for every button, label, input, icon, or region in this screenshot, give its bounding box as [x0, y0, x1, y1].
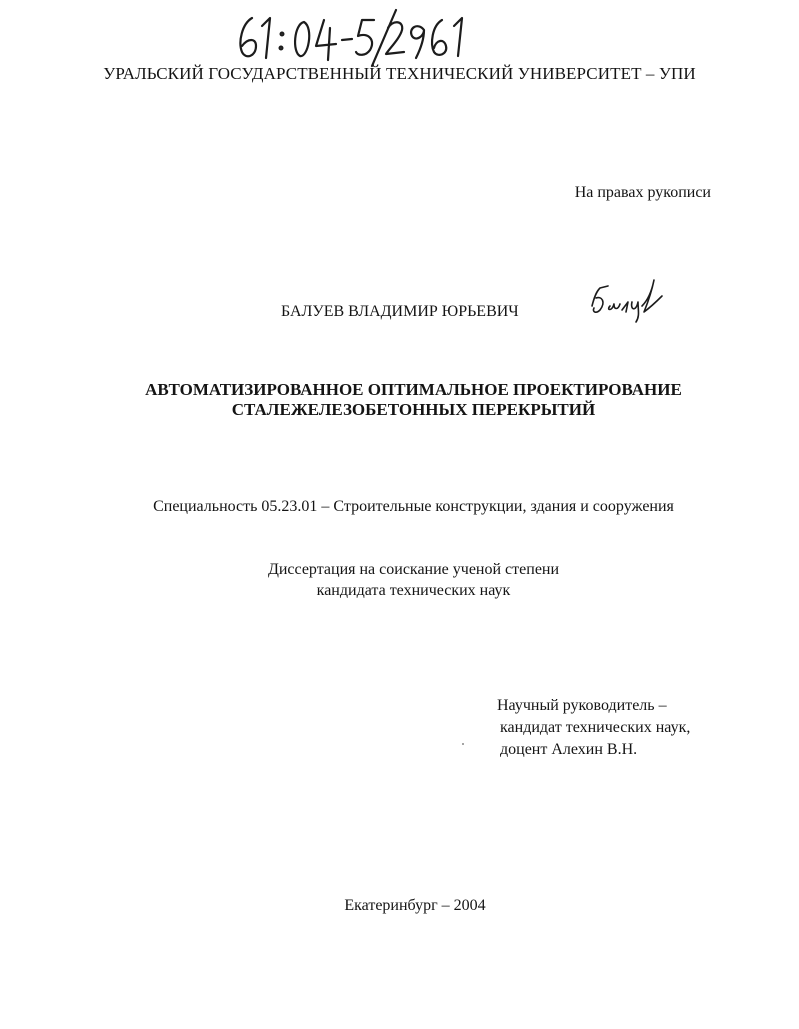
dissertation-title	[0, 380, 799, 420]
degree-line: кандидата технических наук	[316, 582, 511, 599]
title-line: СТАЛЕЖЕЛЕЗОБЕТОННЫХ ПЕРЕКРЫТИЙ	[231, 400, 596, 419]
manuscript-note: На правах рукописи	[574, 184, 711, 201]
supervisor-line: Научный руководитель –	[497, 697, 667, 714]
supervisor-line: кандидат технических наук,	[500, 719, 691, 736]
scientific-supervisor	[497, 695, 690, 761]
scan-speck	[462, 743, 464, 745]
author-name: БАЛУЕВ ВЛАДИМИР ЮРЬЕВИЧ	[281, 303, 519, 320]
handwritten-archive-code	[228, 8, 478, 68]
degree-statement	[0, 559, 799, 601]
degree-line: Диссертация на соискание ученой степени	[267, 561, 560, 578]
title-line: АВТОМАТИЗИРОВАННОЕ ОПТИМАЛЬНОЕ ПРОЕКТИРОВАНИЕ	[145, 380, 682, 399]
specialty: Специальность 05.23.01 – Строительные конструкции, здания и сооружения	[153, 498, 674, 515]
city-year: Екатеринбург – 2004	[344, 897, 486, 914]
supervisor-line: доцент Алехин В.Н.	[500, 741, 638, 758]
author-signature	[586, 276, 666, 326]
university-name: УРАЛЬСКИЙ ГОСУДАРСТВЕННЫЙ ТЕХНИЧЕСКИЙ УНИВЕРСИТЕТ – УПИ	[103, 64, 696, 83]
